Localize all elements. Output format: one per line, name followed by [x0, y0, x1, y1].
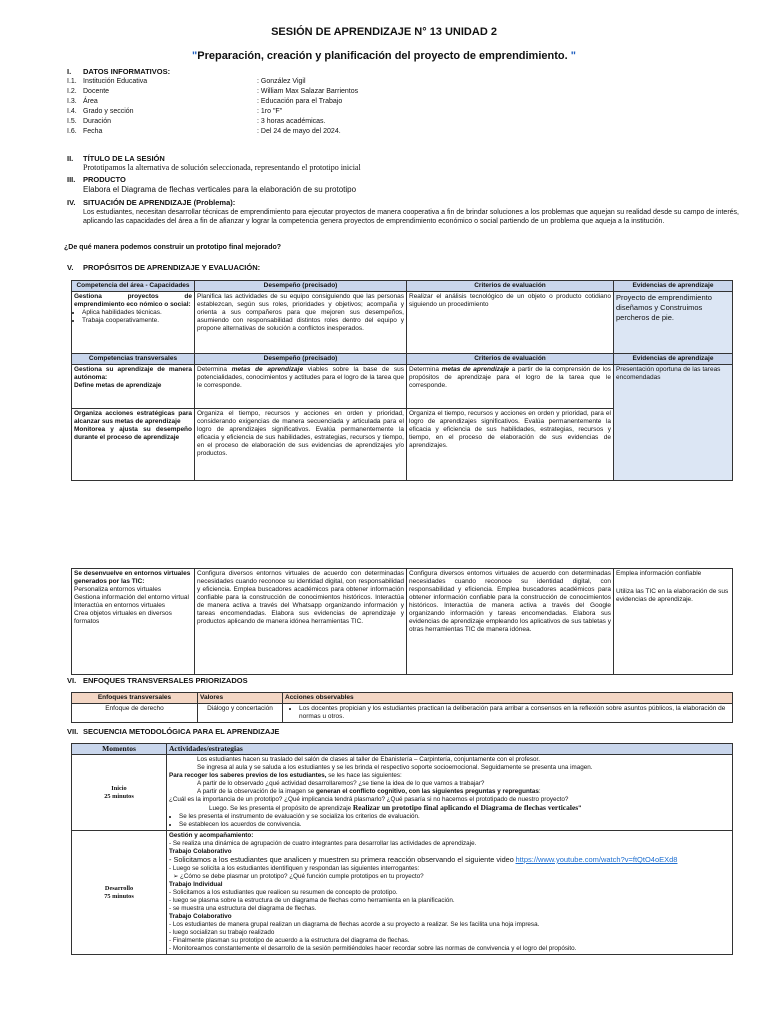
- cell-enfoque: Enfoque de derecho: [72, 704, 198, 723]
- cell-desarrollo: Desarrollo 75 minutos: [72, 831, 167, 955]
- page-title: SESIÓN DE APRENDIZAJE N° 13 UNIDAD 2: [271, 26, 497, 38]
- cell-desempeno-organiza: Organiza el tiempo, recursos y acciones en orden y prioridad, considerando exigencias de manera secuenciada y articulada para el logro de aprendizajes significativos. Evalúa permanentemente la eficacia y eficiencia de sus habilidades, estrategias, recursos y tiempo, en el proceso de elaboración de sus evidencias de aprendizajes y/o productos.: [195, 409, 407, 481]
- enfoques-table: [71, 692, 733, 723]
- cell-valor: Diálogo y concertación: [198, 704, 283, 723]
- header-competencias-transversales: Competencias transversales: [72, 354, 195, 365]
- cell-competencia-tic: Se desenvuelve en entornos virtuales generados por las TIC: Personaliza entornos virtuales Gestiona información del entorno virtual Interactúa en entornos virtuales Crea objetos virtuales en diversos formatos: [72, 569, 195, 675]
- header-valores: Valores: [198, 693, 283, 704]
- video-link[interactable]: https://www.youtube.com/watch?v=ftQtO4oEXd8: [515, 855, 678, 864]
- info-row: I.4. Grado y sección : 1ro "F": [67, 108, 283, 115]
- section-datos-heading: I. DATOS INFORMATIVOS:: [67, 67, 171, 76]
- table-row: [72, 354, 733, 365]
- session-title-text: Prototipamos la alternativa de solución seleccionada, representando el prototipo inicial: [83, 163, 361, 172]
- info-list: [67, 77, 447, 137]
- cell-criterio-organiza: Organiza el tiempo, recursos y acciones en orden y prioridad, para el logro de aprendizajes significativos. Evalúa permanentemente la eficacia y eficiencia de sus habilidades, estrategias, recursos y tiempo, en el proceso de elaboración de sus evidencias de aprendizajes.: [407, 409, 614, 481]
- header-criterios: Criterios de evaluación: [407, 281, 614, 292]
- cell-desempeno-metas: Determina metas de aprendizaje viables sobre la base de sus potencialidades, conocimientos y actitudes para el logro de la tarea que le corresponde.: [195, 365, 407, 409]
- header-enfoques: Enfoques transversales: [72, 693, 198, 704]
- section-situacion-heading: IV. SITUACIÓN DE APRENDIZAJE (Problema):: [67, 198, 236, 207]
- cell-evidencia-tic: Emplea información confiable Utiliza las TIC en la elaboración de sus evidencias de aprendizaje.: [614, 569, 733, 675]
- header-desempeno-2: Desempeño (precisado): [195, 354, 407, 365]
- section-enfoques-heading: VI. ENFOQUES TRANSVERSALES PRIORIZADOS: [67, 676, 248, 685]
- cell-desempeno-tic: Configura diversos entornos virtuales de acuerdo con determinadas necesidades cuando reconoce su identidad digital, con responsabilidad y eficiencia. Emplea buscadores académicos para obtener información confiable para la construcción de conocimientos históricos. Interactúa de manera activa a través del Whatsapp organizando información y tareas encomendadas. Elabora sus evidencias de aprendizaje y productos aplicando de manera idónea herramientas TIC.: [195, 569, 407, 675]
- info-row: I.3. Área : Educación para el Trabajo: [67, 98, 343, 105]
- cell-accion: • Los docentes propician y los estudiantes practican la deliberación para arribar a consensos en la reflexión sobre asuntos públicos, la elaboración de normas u otros.: [283, 704, 733, 723]
- cell-competencia-autonoma: Gestiona su aprendizaje de manera autónoma: Define metas de aprendizaje: [72, 365, 195, 409]
- info-row: I.2. Docente : William Max Salazar Barrientos: [67, 88, 359, 95]
- header-desempeno: Desempeño (precisado): [195, 281, 407, 292]
- purposes-table: [71, 280, 733, 481]
- header-competencia: Competencia del área - Capacidades: [72, 281, 195, 292]
- page-subtitle: "Preparación, creación y planificación del proyecto de emprendimiento. ": [192, 50, 576, 62]
- cell-evidencia: Proyecto de emprendimiento diseñamos y Construimos percheros de pie.: [614, 292, 733, 354]
- header-evidencias-2: Evidencias de aprendizaje: [614, 354, 733, 365]
- table-row: [72, 569, 733, 675]
- cell-competencia-organiza: Organiza acciones estratégicas para alcanzar sus metas de aprendizaje Monitorea y ajusta su desempeño durante el proceso de aprendizaje: [72, 409, 195, 481]
- table-row: [72, 831, 733, 955]
- table-row: [72, 755, 733, 831]
- table-row: [72, 281, 733, 292]
- cell-inicio-activities: Los estudiantes hacen su traslado del salón de clases al taller de Ebanistería – Carpintería, conjuntamente con el profesor. Se ingresa al aula y se saluda a los estudiantes y se les brinda el respectivo soporte socioemocional. Seguidamente se presenta una imagen. Para recoger los saberes previos de los estudiantes, se les hace las siguientes: A partir de lo observado ¿qué actividad desarrollaremos? ¿se tiene la idea de lo que vamos a trabajar? A partir de la observación de la imagen se generan el conflicto cognitivo, con las siguientes preguntas y repreguntas: ¿Cuál es la importancia de un prototipo? ¿Qué implicancia tendrá plasmarlo? ¿Qué pasaría si no hacemos el prototipado de nuestro proyecto? Luego. Se les presenta el propósito de aprendizaje Realizar un prototipo final aplicando el Diagrama de flechas verticales" • Se les presenta el instrumento de evaluación y se socializa los criterios de evaluación. • Se establecen los acuerdos de convivencia.: [167, 755, 733, 831]
- info-row: I.6. Fecha : Del 24 de mayo del 2024.: [67, 128, 341, 135]
- table-row: [72, 292, 733, 354]
- header-evidencias: Evidencias de aprendizaje: [614, 281, 733, 292]
- header-criterios-2: Criterios de evaluación: [407, 354, 614, 365]
- section-producto-heading: III. PRODUCTO: [67, 175, 126, 184]
- situation-text: Los estudiantes, necesitan desarrollar técnicas de emprendimiento para ejecutar proyectos de manera cooperativa a fin de brindar soluciones a los problemas que aquejan su realidad desde su campo de interés, aplicando las capacidades del área a fin de afianzar y lograr la competencia genera proyectos de emprendimiento económico o social partiendo de un problema que aqueja a la institución.: [83, 209, 739, 225]
- section-titulo-heading: II. TÍTULO DE LA SESIÓN: [67, 154, 165, 163]
- header-momentos: Momentos: [72, 744, 167, 755]
- header-acciones: Acciones observables: [283, 693, 733, 704]
- product-text: Elabora el Diagrama de flechas verticales para la elaboración de su prototipo: [83, 185, 357, 194]
- cell-competencia: Gestiona proyectos de emprendimiento eco nómico o social: • Aplica habilidades técnicas. • Trabaja cooperativamente.: [72, 292, 195, 354]
- cell-criterio: Realizar el análisis tecnológico de un objeto o producto cotidiano siguiendo un procedimiento: [407, 292, 614, 354]
- info-row: I.5. Duración : 3 horas académicas.: [67, 118, 326, 125]
- cell-criterio-tic: Configura diversos entornos virtuales de acuerdo con determinadas necesidades cuando reconoce su identidad digital, con responsabilidad y eficiencia. Emplea buscadores académicos para obtener información confiable para la construcción de conocimientos históricos. Interactúa de manera activa a través del Google organizando información y tareas encomendadas. Elabora sus evidencias de aprendizaje empleando los aplicativos de sus tabletas y otras herramientas TIC de manera idónea.: [407, 569, 614, 675]
- info-row: I.1. Institución Educativa : González Vigil: [67, 78, 306, 85]
- cell-desarrollo-activities: Gestión y acompañamiento: - Se realiza una dinámica de agrupación de cuatro integrantes para desarrollar las actividades de aprendizaje. Trabajo Colaborativo - Solicitamos a los estudiantes que analicen y muestren su primera reacción observando el siguiente video https://www.youtube.com/watch?v=ftQtO4oEXd8 - Luego se solicita a los estudiantes identifiquen y respondan las siguientes interrogantes: ➢ ¿Cómo se debe plasmar un prototipo? ¿Qué función cumple prototipos en tu proyecto? Trabajo Individual - Solicitamos a los estudiantes que realicen su resumen de concepto de prototipo. - luego se plasma sobre la estructura de un diagrama de flechas como herramienta en la planificación. - se muestra una estructura del diagrama de flechas. Trabajo Colaborativo - Los estudiantes de manera grupal realizan un diagrama de flechas acorde a su proyecto a realizar. Se les facilita una hoja impresa. - luego socializan su trabajo realizado - Finalmente plasman su prototipo de acuerdo a la estructura del diagrama de flechas. - Monitoreamos constantemente el desarrollo de la sesión permitiéndoles hacer recordar sobre las normas de convivencia y el logro del propósito.: [167, 831, 733, 955]
- section-secuencia-heading: VII. SECUENCIA METODOLÓGICA PARA EL APRENDIZAJE: [67, 727, 280, 736]
- guiding-question: ¿De qué manera podemos construir un prototipo final mejorado?: [64, 244, 282, 251]
- header-actividades: Actividades/estrategias: [167, 744, 733, 755]
- table-row: [72, 744, 733, 755]
- cell-inicio: Inicio 25 minutos: [72, 755, 167, 831]
- cell-evidencia-tareas: Presentación oportuna de las tareas encomendadas: [614, 365, 733, 481]
- tic-table: [71, 568, 733, 675]
- section-propositos-heading: V. PROPÓSITOS DE APRENDIZAJE Y EVALUACIÓN:: [67, 263, 261, 272]
- table-row: [72, 365, 733, 409]
- table-row: [72, 693, 733, 704]
- cell-criterio-metas: Determina metas de aprendizaje a partir de la comprensión de los propósitos de aprendizaje para el logro de la tarea que le corresponde.: [407, 365, 614, 409]
- sequence-table: [71, 743, 733, 955]
- cell-desempeno: Planifica las actividades de su equipo consiguiendo que las personas establezcan, según sus roles, prioridades y objetivos; acompaña y orienta a sus compañeros para que mejoren sus desempeños, asumiendo con responsabilidad distintos roles dentro del equipo y propone alternativas de solución a conflictos inesperados.: [195, 292, 407, 354]
- table-row: [72, 704, 733, 723]
